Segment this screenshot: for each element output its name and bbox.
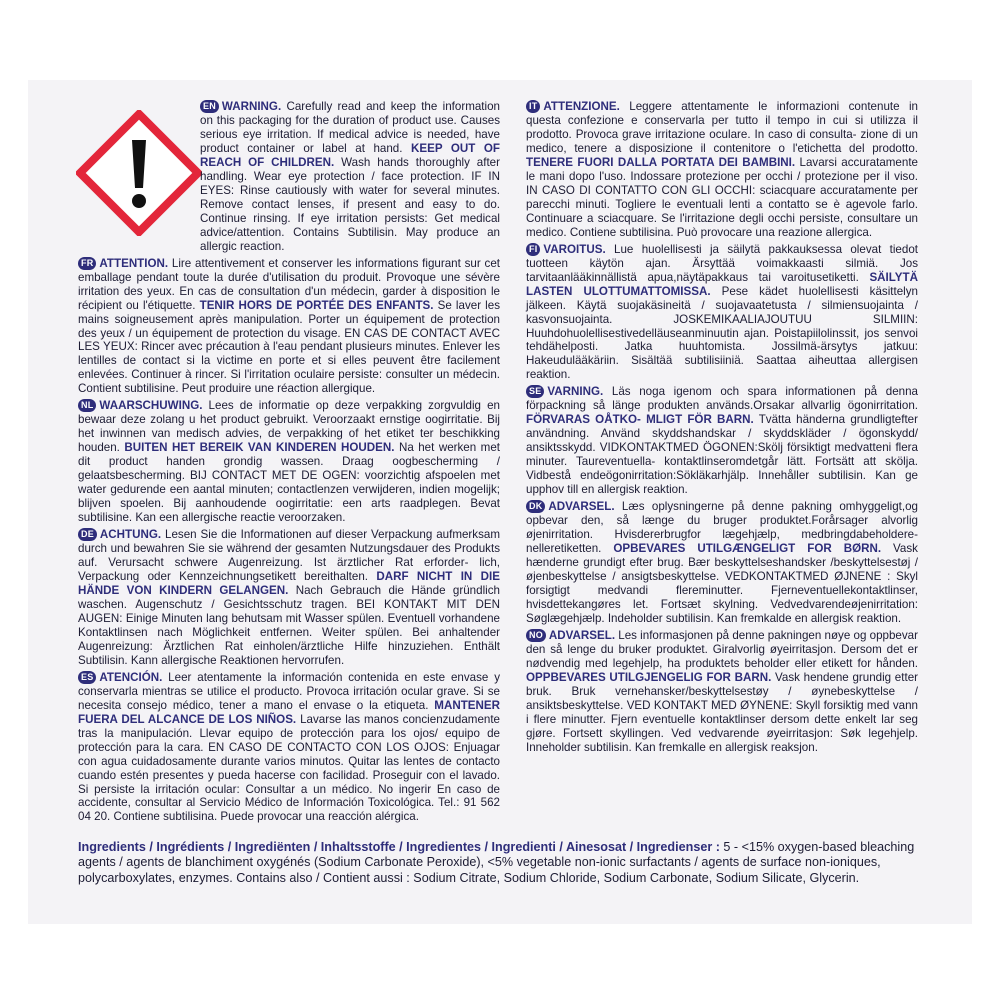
signal-word: ADVARSEL. (548, 500, 615, 514)
keep-away-statement: TENERE FUORI DALLA PORTATA DEI BAMBINI. (526, 155, 796, 169)
language-badge: FR (78, 257, 96, 270)
keep-away-statement: TENIR HORS DE PORTÉE DES ENFANTS. (199, 298, 434, 312)
signal-word: WAARSCHUWING. (99, 399, 203, 413)
ingredients-heading: Ingredients / Ingrédients / Ingrediënten / Inhaltsstoffe / Ingredientes / Ingredienti / Ainesosat / Ingredienser : (78, 840, 720, 854)
warning-text: Les informasjonen på denne pakningen nøye og oppbevar den så lenge du bruker produktet. Giralvorlig øyeirritasjon. Dersom det er nødvendig med legehjelp, ha produktets beholder eller etikett for hånden. (526, 628, 918, 670)
language-badge: DK (526, 500, 545, 513)
signal-word: ATTENZIONE. (543, 100, 620, 113)
signal-word: ATTENTION. (99, 256, 169, 270)
signal-word: VAROITUS. (543, 242, 606, 256)
warning-text-continued: Wash hands thoroughly after handling. Wear eye protection / face protection. IF IN EYES: Rinse cautiously with water for several minutes. Remove contact lenses, if present and easy to do. Continue rinsing. If eye irritation persists: Get medical advice/attention. Contains Subtilisin. May produce an allergic reaction. (200, 155, 500, 253)
warning-text-continued: Vask hænderne grundigt efter brug. Bær beskyttelseshandsker /beskyttelsestøj / øjenbeskyttelse / ansigtsbeskyttelse. VEDKONTAKTMED ØJNENE : Skyl forsigtigt medvandi flereminutter. Fjerneventuellekontaktlinser, hvisdettekangøres let. Fortsæt skylning. Vedvedvarendeøjenirritation: Søglægehjælp. Indeholder subtilisin. Kan fremkalde en allergisk reaktion. (526, 542, 918, 625)
signal-word: WARNING. (221, 100, 282, 113)
keep-away-statement: OPBEVARES UTILGÆNGELIGT FOR BØRN. (613, 542, 882, 556)
keep-away-statement: BUITEN HET BEREIK VAN KINDEREN HOUDEN. (124, 441, 395, 455)
language-badge: DE (78, 528, 97, 541)
warning-block-fr (78, 257, 500, 397)
warning-block-it (526, 100, 918, 240)
keep-away-statement: KEEP OUT OF REACH OF CHILDREN. (200, 141, 500, 169)
warning-text-continued: Vask hendene grundig etter bruk. Bruk vernehansker/beskyttelsestøy / øynebeskyttelse / ansiktsbeskyttelse. VED KONTAKT MED ØYNENE: Skyll forsiktig med vann i flere minutter. Fjern eventuelle kontaktlinser dersom dette enkelt lar seg gjøre. Fortsett skyllingen. Ved vedvarende øyeirritasjon: Søk legehjelp. Inneholder subtilisin. Kan fremkalle en allergisk reaksjon. (526, 670, 919, 754)
warning-text: Leggere attentamente le informazioni contenute in questa confezione e conservarla per tutto il tempo in cui si utilizza il prodotto. Provoca grave irritazione oculare. In caso di consulta- zione di un medico, tenere a disposizione il contenitore o l'etichetta del prodotto. (526, 100, 918, 155)
warning-text: Läs noga igenom och spara informationen på denna förpackning så länge produkten används.Orsakar allvarlig ögonirritation. (526, 385, 918, 413)
warning-text: Carefully read and keep the information on this packaging for the duration of product use. Causes serious eye irritation. If medical advice is needed, have product container or label at hand. (200, 100, 500, 155)
warning-block-en (200, 100, 500, 254)
warning-text-continued: Lavarse las manos concienzudamente tras la manipulación. Llevar equipo de protección para los ojos/ equipo de protección para la cara. EN CASO DE CONTACTO CON LOS OJOS: Enjuagar con agua cuidadosamente durante varios minutos. Quitar las lentes de contacto cuando estén presentes y pueda hacerse con facilidad. Proseguir con el lavado. Si persiste la irritación ocular: Consultar a un médico. No ingerir En caso de accidente, consultar al Servicio Médico de Información Toxicológica. Tel.: 91 562 04 20. Contiene subtilisina. Puede provocar una reacción alérgica. (78, 712, 501, 824)
warning-text: Lees de informatie op deze verpakking zorgvuldig en bewaar deze zolang u het product gebruikt. Veroorzaakt ernstige oogirritatie. Bij het inwinnen van medisch advies, de verpakking of het etiket ter beschikking houden. (78, 399, 500, 455)
signal-word: ADVARSEL. (548, 628, 616, 642)
language-badge: EN (200, 100, 219, 113)
keep-away-statement: MANTENER FUERA DEL ALCANCE DE LOS NIÑOS. (78, 698, 500, 726)
keep-away-statement: OPPBEVARES UTILGJENGELIG FOR BARN. (526, 670, 772, 684)
warning-text: Lesen Sie die Informationen auf dieser Verpackung aufmerksam durch und bewahren Sie sie während der gesamten Nutzungsdauer des Produkts auf. Verursacht schwere Augenreizung. Ist ärztlicher Rat erforder- lich, Verpackung oder Kennzeichnungsetikett bereithalten. (78, 528, 500, 583)
warning-block-es (78, 671, 500, 825)
language-badge: FI (526, 243, 540, 256)
warning-text: Lue huolellisesti ja säilytä pakkauksessa olevat tiedot tuotteen käytön ajan. Ärsyttää voimakkaasti silmiä. Jos tarvitaanlääkinnällistä apua,näytäpakkaus tai varoitusetiketti. (526, 242, 918, 284)
warning-block-de (78, 528, 500, 668)
language-badge: NL (78, 399, 96, 412)
warning-block-fi (526, 243, 918, 383)
keep-away-statement: DARF NICHT IN DIE HÄNDE VON KINDERN GELANGEN. (78, 569, 500, 597)
warning-text-continued: Nach Gebrauch die Hände gründlich waschen. Augenschutz / Gesichtsschutz tragen. BEI KONTAKT MIT DEN AUGEN: Einige Minuten lang behutsam mit Wasser spülen. Eventuell vorhandene Kontaktlinsen nach Möglichkeit entfernen. Weiter spülen. Bei anhaltender Augenreizung: Ärztlichen Rat einholen/ärztliche Hilfe hinzuziehen. Enthält Subtilisin. Kann allergische Reaktionen hervorrufen. (78, 583, 500, 667)
warning-block-se (526, 385, 918, 497)
warning-block-nl (78, 399, 500, 525)
keep-away-statement: SÄILYTÄ LASTEN ULOTTUMATTOMISSA. (526, 270, 918, 298)
warning-block-dk (526, 500, 918, 626)
warning-block-no (526, 629, 918, 755)
warning-text-continued: Se laver les mains soigneusement après manipulation. Porter un équipement de protection des yeux / un équipement de protection du visage. EN CAS DE CONTACT AVEC LES YEUX: Rincer avec précaution à l'eau pendant plusieurs minutes. Enlever les lentilles de contact si la victime en porte et si elles peuvent être facilement enlevées. Continuer à rincer. Si l'irritation oculaire persiste: consulter un médecin. Contient subtilisine. Peut produire une réaction allergique. (78, 298, 501, 396)
warning-text: Lire attentivement et conserver les informations figurant sur cet emballage pendant toute la durée d'utilisation du produit. Provoque une sévère irritation des yeux. En cas de consultation d'un médecin, garder à disposition le récipient ou l'étiquette. (78, 256, 500, 312)
signal-word: VARNING. (547, 385, 604, 399)
language-badge: SE (526, 385, 544, 398)
ingredients-text: 5 - <15% oxygen-based bleaching agents / agents de blanchiment oxygénés (Sodium Carbonate Peroxide), <5% vegetable non-ionic surfactants / agents de surface non-ioniques, polycarboxylates, enzymes. Contains also / Contient aussi : Sodium Citrate, Sodium Chloride, Sodium Carbonate, Sodium Silicate, Glycerin. (78, 840, 915, 885)
warning-text: Leer atentamente la información contenida en este envase y conservarla mientras se utilice el producto. Provoca irritación ocular grave. Si se necesita consejo médico, tener a mano el envase o la etiqueta. (78, 670, 500, 712)
warning-text-continued: Lavarsi accuratamente le mani dopo l'uso. Indossare protezione per occhi / protezione per il viso. IN CASO DI CONTATTO CON GLI OCCHI: sciacquare accuratamente per parecchi minuti. Togliere le eventuali lenti a contatto se è agevole farlo. Continuare a sciacquare. Se l'irritazione degli occhi persiste, consultare un medico. Contiene subtilisina. Può provocare una reazione allergica. (526, 155, 918, 239)
left-column (78, 100, 500, 827)
signal-word: ATENCIÓN. (99, 670, 163, 684)
language-badge: ES (78, 671, 96, 684)
ingredients-section (78, 840, 928, 886)
warning-text-continued: Pese kädet huolellisesti käsittelyn jälkeen. Käytä suojakäsineitä / suojavaatetusta / silmiensuojainta / kasvonsuojainta. JOSKEMIKAALIAJOUTUU SILMIIN: Huuhdohuolellisestivedelläuseanminuutin ajan. Poistapiilolinssit, jos senvoi tehdähelposti. Jatka huuhtomista. Jossilmä-ärsytys jatkuu: Hakeudulääkäriin. Sisältää subtilisiiniä. Saattaa aiheuttaa allergisen reaktion. (526, 284, 918, 382)
right-column (526, 100, 918, 758)
warning-text: Læs oplysningerne på denne pakning omhyggeligt,og opbevar den, så længe du bruger produktet.Forårsager alvorlig øjenirritation. Hvisdererbrugfor lægehjælp, medbringdabeholdere- nelleretiketten. (526, 500, 918, 556)
warning-text-continued: Tvätta händerna grundligtefter användning. Använd skyddshandskar / skyddskläder / ögonskydd/ ansiktsskydd. VIDKONTAKTMED ÖGONEN:Skölj försiktigt medvatteni flera minuter. Taureventuella- kontaktlinseromdetgår lätt. Fortsätt att skölja. Vidbestå endeögonirritation:Sökläkarhjälp. Innehåller subtilisin. Kan ge upphov till en allergisk reaktion. (526, 413, 918, 497)
signal-word: ACHTUNG. (99, 528, 162, 542)
language-badge: NO (526, 629, 546, 642)
warning-text-continued: Na het werken met dit product handen grondig wassen. Draag oogbescherming / gelaatsbescherming. BIJ CONTACT MET DE OGEN: voorzichtig afspoelen met water gedurende een aantal minuten; contactlenzen verwijderen, indien mogelijk; blijven spoelen. Bij aanhoudende oogirritatie: een arts raadplegen. Bevat subtilisine. Kan een allergische reactie veroorzaken. (78, 441, 500, 525)
keep-away-statement: FÖRVARAS OÅTKO- MLIGT FÖR BARN. (526, 413, 754, 427)
language-badge: IT (526, 100, 540, 113)
